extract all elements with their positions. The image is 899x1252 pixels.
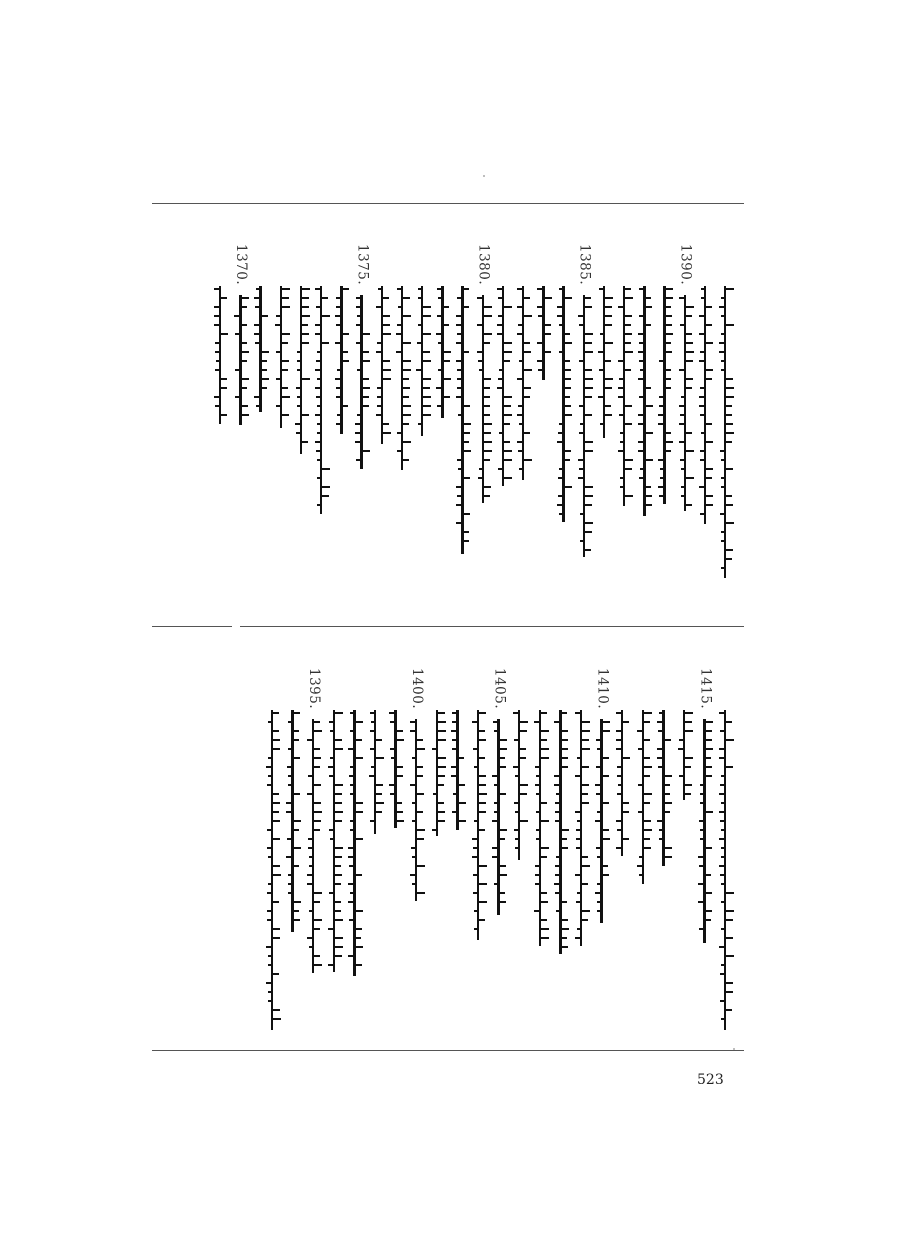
line-number: 1410.: [594, 668, 611, 710]
line-number: 1385.: [576, 244, 593, 286]
line-number: 1380.: [475, 244, 492, 286]
verse-line: [258, 668, 288, 1030]
mongolian-script-glyphs: [557, 286, 571, 522]
mongolian-script-glyphs: [554, 710, 568, 954]
line-number: 1375.: [354, 244, 371, 286]
mongolian-script-glyphs: [618, 286, 632, 506]
mongolian-script-glyphs: [369, 710, 383, 834]
line-number: 1395.: [306, 668, 322, 710]
mongolian-script-glyphs: [234, 295, 248, 425]
line-number: 1370.: [233, 244, 250, 286]
mongolian-script-glyphs: [513, 710, 527, 860]
verse-line: [206, 244, 236, 424]
mongolian-script-glyphs: [517, 286, 531, 480]
mongolian-script-glyphs: [307, 719, 321, 973]
scan-speck: [483, 175, 485, 177]
mongolian-script-glyphs: [534, 710, 548, 946]
line-number: 1415.: [697, 668, 714, 710]
mongolian-script-glyphs: [616, 710, 630, 856]
mongolian-script-glyphs: [657, 710, 671, 866]
mongolian-script-glyphs: [410, 719, 424, 901]
mongolian-script-glyphs: [335, 286, 349, 434]
mongolian-script-glyphs: [416, 286, 430, 436]
mongolian-script-glyphs: [719, 286, 733, 578]
line-number: 1400.: [409, 668, 425, 710]
middle-rule-left: [152, 626, 232, 627]
mongolian-script-glyphs: [679, 295, 693, 511]
mongolian-script-glyphs: [537, 286, 551, 380]
mongolian-script-glyphs: [328, 710, 342, 972]
mongolian-script-glyphs: [472, 710, 486, 940]
mongolian-script-glyphs: [254, 286, 268, 412]
scan-speck: [733, 1048, 735, 1050]
mongolian-script-glyphs: [595, 719, 609, 923]
mongolian-script-glyphs: [266, 710, 280, 1030]
mongolian-script-glyphs: [295, 286, 309, 454]
mongolian-script-glyphs: [477, 295, 491, 503]
mongolian-script-glyphs: [315, 286, 329, 514]
mongolian-script-glyphs: [451, 710, 465, 830]
mongolian-script-glyphs: [376, 286, 390, 444]
mongolian-script-glyphs: [575, 710, 589, 946]
mongolian-script-glyphs: [658, 286, 672, 504]
mongolian-script-glyphs: [678, 710, 692, 800]
page-number: 523: [697, 1072, 724, 1088]
top-rule: [152, 203, 744, 204]
mongolian-script-glyphs: [431, 710, 445, 836]
mongolian-script-glyphs: [598, 286, 612, 438]
mongolian-script-glyphs: [396, 286, 410, 470]
mongolian-script-glyphs: [389, 710, 403, 828]
bottom-rule: [152, 1050, 744, 1051]
mongolian-script-glyphs: [355, 295, 369, 469]
mongolian-script-glyphs: [348, 710, 362, 976]
mongolian-script-glyphs: [492, 719, 506, 915]
mongolian-script-glyphs: [578, 295, 592, 557]
mongolian-script-glyphs: [275, 286, 289, 428]
mongolian-script-glyphs: [436, 286, 450, 418]
mongolian-script-glyphs: [456, 286, 470, 554]
mongolian-script-glyphs: [699, 286, 713, 524]
line-number: 1405.: [491, 668, 508, 710]
mongolian-script-glyphs: [497, 286, 511, 486]
mongolian-script-glyphs: [214, 286, 228, 424]
middle-rule-right: [240, 626, 744, 627]
mongolian-script-glyphs: [638, 286, 652, 516]
line-number: 1390.: [677, 244, 694, 286]
mongolian-script-glyphs: [719, 710, 733, 1030]
mongolian-script-glyphs: [286, 710, 300, 932]
mongolian-script-glyphs: [637, 710, 651, 884]
mongolian-script-glyphs: [698, 719, 712, 943]
